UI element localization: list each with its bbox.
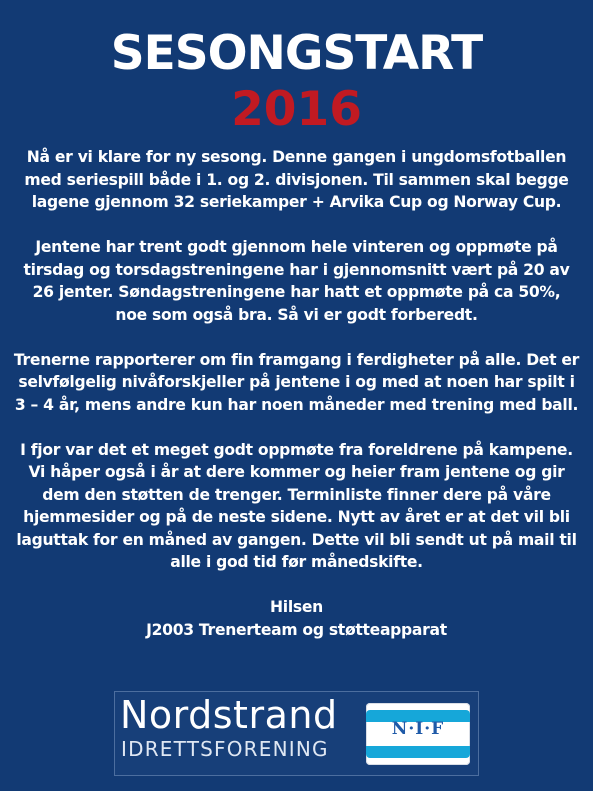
logo-subtitle: IDRETTSFORENING xyxy=(121,737,329,761)
nif-badge-icon xyxy=(366,703,470,765)
paragraph-line: lagene gjennom 32 seriekamper + Arvika Cup og Norway Cup. xyxy=(31,193,562,211)
paragraph-line: tirsdag og torsdagstreningene har i gjennomsnitt vært på 20 av xyxy=(23,260,570,279)
paragraph-line: 3 – 4 år, mens andre kun har noen måneder med trening med ball. xyxy=(14,395,579,414)
paragraph-line: selvfølgelig nivåforskjeller på jentene i og med at noen har spilt i xyxy=(18,373,575,391)
poster-title: SESONGSTART xyxy=(110,26,483,81)
paragraph-line: dem den støtten de trenger. Terminliste finner dere på våre xyxy=(42,485,551,504)
paragraph-season-info xyxy=(0,146,593,214)
poster-year: 2016 xyxy=(231,82,362,137)
paragraph-progress xyxy=(0,349,593,417)
announcement-text xyxy=(0,146,593,641)
badge-text: N·I·F xyxy=(391,719,445,739)
logo-club-name: Nordstrand xyxy=(120,693,338,737)
paragraph-line: noe som også bra. Så vi er godt forberedt. xyxy=(115,305,478,324)
paragraph-line: I fjor var det et meget godt oppmøte fra foreldrene på kampene. xyxy=(20,440,573,459)
paragraph-line: Nå er vi klare for ny sesong. Denne gangen i ungdomsfotballen xyxy=(26,148,567,166)
paragraph-line: hjemmesider og på de neste sidene. Nytt av året er at det vil bli xyxy=(23,508,570,526)
paragraph-line: 26 jenter. Søndagstreningene har hatt et oppmøte på ca 50%, xyxy=(32,283,561,301)
signature xyxy=(0,596,593,641)
badge-bottom-band xyxy=(366,746,470,758)
paragraph-training-attendance xyxy=(0,236,593,326)
nordstrand-logo xyxy=(114,691,479,776)
paragraph-line: Jentene har trent godt gjennom hele vinteren og oppmøte på xyxy=(35,238,558,256)
signature-team: J2003 Trenerteam og støtteapparat xyxy=(146,620,447,639)
paragraph-line: laguttak for en måned av gangen. Dette vil bli sendt ut på mail til xyxy=(16,530,577,549)
paragraph-line: med seriespill både i 1. og 2. divisjonen. Til sammen skal begge xyxy=(24,170,569,189)
paragraph-line: Vi håper også i år at dere kommer og heier fram jentene og gir xyxy=(28,463,565,481)
paragraph-line: alle i god tid før månedskifte. xyxy=(170,553,423,571)
signature-greeting: Hilsen xyxy=(270,598,323,616)
paragraph-parents-schedule xyxy=(0,439,593,574)
paragraph-line: Trenerne rapporterer om fin framgang i ferdigheter på alle. Det er xyxy=(13,350,580,369)
